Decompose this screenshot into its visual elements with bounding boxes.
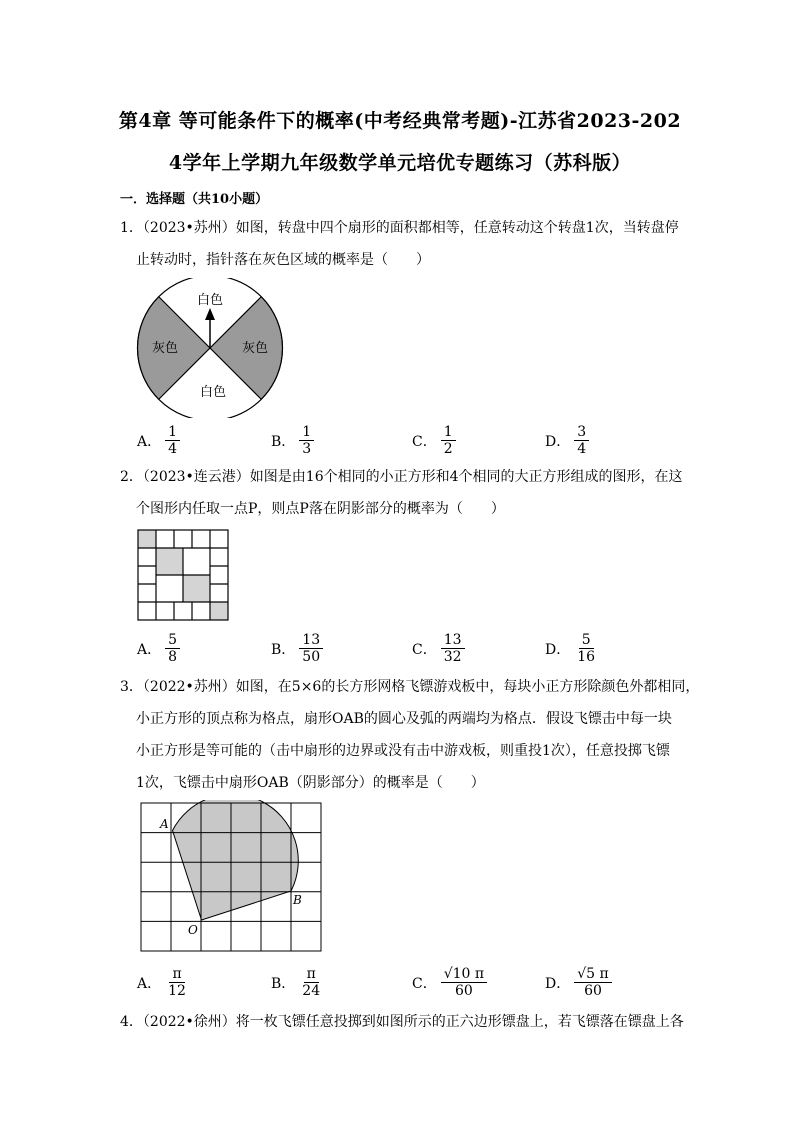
q1-option-d[interactable]: D． $\frac{3}{4}$: [545, 424, 589, 457]
q2-option-b[interactable]: B． $\frac{13}{50}$: [271, 632, 323, 665]
sector-oab: [173, 800, 299, 920]
label-white-top: 白色: [196, 293, 224, 308]
section-heading: 一．选择题（共10小题）: [120, 192, 269, 207]
q1-option-a[interactable]: A． $\frac{1}{4}$: [137, 424, 180, 457]
label-gray-left: 灰色: [151, 341, 179, 356]
dartboard-grid-figure: [138, 800, 324, 955]
q3-text-line1: 3．（2022•苏州）如图，在5×6的长方形网格飞镖游戏板中，每块小正方形除颜色外都相同，: [120, 679, 700, 695]
q2-text-line2: 个图形内任取一点P，则点P落在阴影部分的概率为（ ）: [136, 501, 505, 517]
q3-text-line2: 小正方形的顶点称为格点，扇形OAB的圆心及弧的两端均为格点．假设飞镖击中每一块: [136, 711, 672, 727]
q2-option-a[interactable]: A． $\frac{5}{8}$: [137, 632, 180, 665]
q1-option-c[interactable]: C． $\frac{1}{2}$: [412, 424, 456, 457]
q3-option-a[interactable]: A． $\frac{\pi}{12}$: [137, 966, 186, 999]
label-gray-right: 灰色: [241, 341, 269, 356]
point-b-label: B: [293, 893, 302, 907]
point-o-label: O: [188, 923, 198, 937]
q3-text-line4: 1次，飞镖击中扇形OAB（阴影部分）的概率是（ ）: [136, 775, 485, 791]
q2-option-c[interactable]: C． $\frac{13}{32}$: [412, 632, 465, 665]
q2-text-line1: 2．（2023•连云港）如图是由16个相同的小正方形和4个相同的大正方形组成的图形，在这: [120, 469, 683, 485]
point-a-label: A: [160, 817, 169, 831]
q3-option-c[interactable]: C． $\frac{√10 \pi}{60}$: [412, 966, 487, 999]
q1-text-line1: 1．（2023•苏州）如图，转盘中四个扇形的面积都相等，任意转动这个转盘1次，当转盘停: [120, 220, 679, 236]
squares-figure: [137, 529, 229, 621]
doc-title-line2: 4学年上学期九年级数学单元培优专题练习（苏科版）: [168, 152, 632, 174]
q3-option-b[interactable]: B． $\frac{\pi}{24}$: [271, 966, 321, 999]
q3-option-d[interactable]: D． $\frac{√5 \pi}{60}$: [545, 966, 612, 999]
doc-title-line1: 第4章 等可能条件下的概率(中考经典常考题)-江苏省2023-202: [118, 110, 682, 132]
q1-text-line2: 止转动时，指针落在灰色区域的概率是（ ）: [136, 252, 430, 268]
q2-option-d[interactable]: D． $\frac{5}{16}$: [545, 632, 596, 665]
q4-text-line1: 4．（2022•徐州）将一枚飞镖任意投掷到如图所示的正六边形镖盘上，若飞镖落在镖盘上各: [120, 1014, 684, 1030]
pointer-arrow-head: [205, 308, 215, 320]
label-white-bottom: 白色: [199, 385, 227, 400]
q3-text-line3: 小正方形是等可能的（击中扇形的边界或没有击中游戏板，则重投1次），任意投掷飞镖: [136, 743, 670, 759]
q1-option-b[interactable]: B． $\frac{1}{3}$: [271, 424, 314, 457]
spinner-figure: [135, 278, 285, 418]
